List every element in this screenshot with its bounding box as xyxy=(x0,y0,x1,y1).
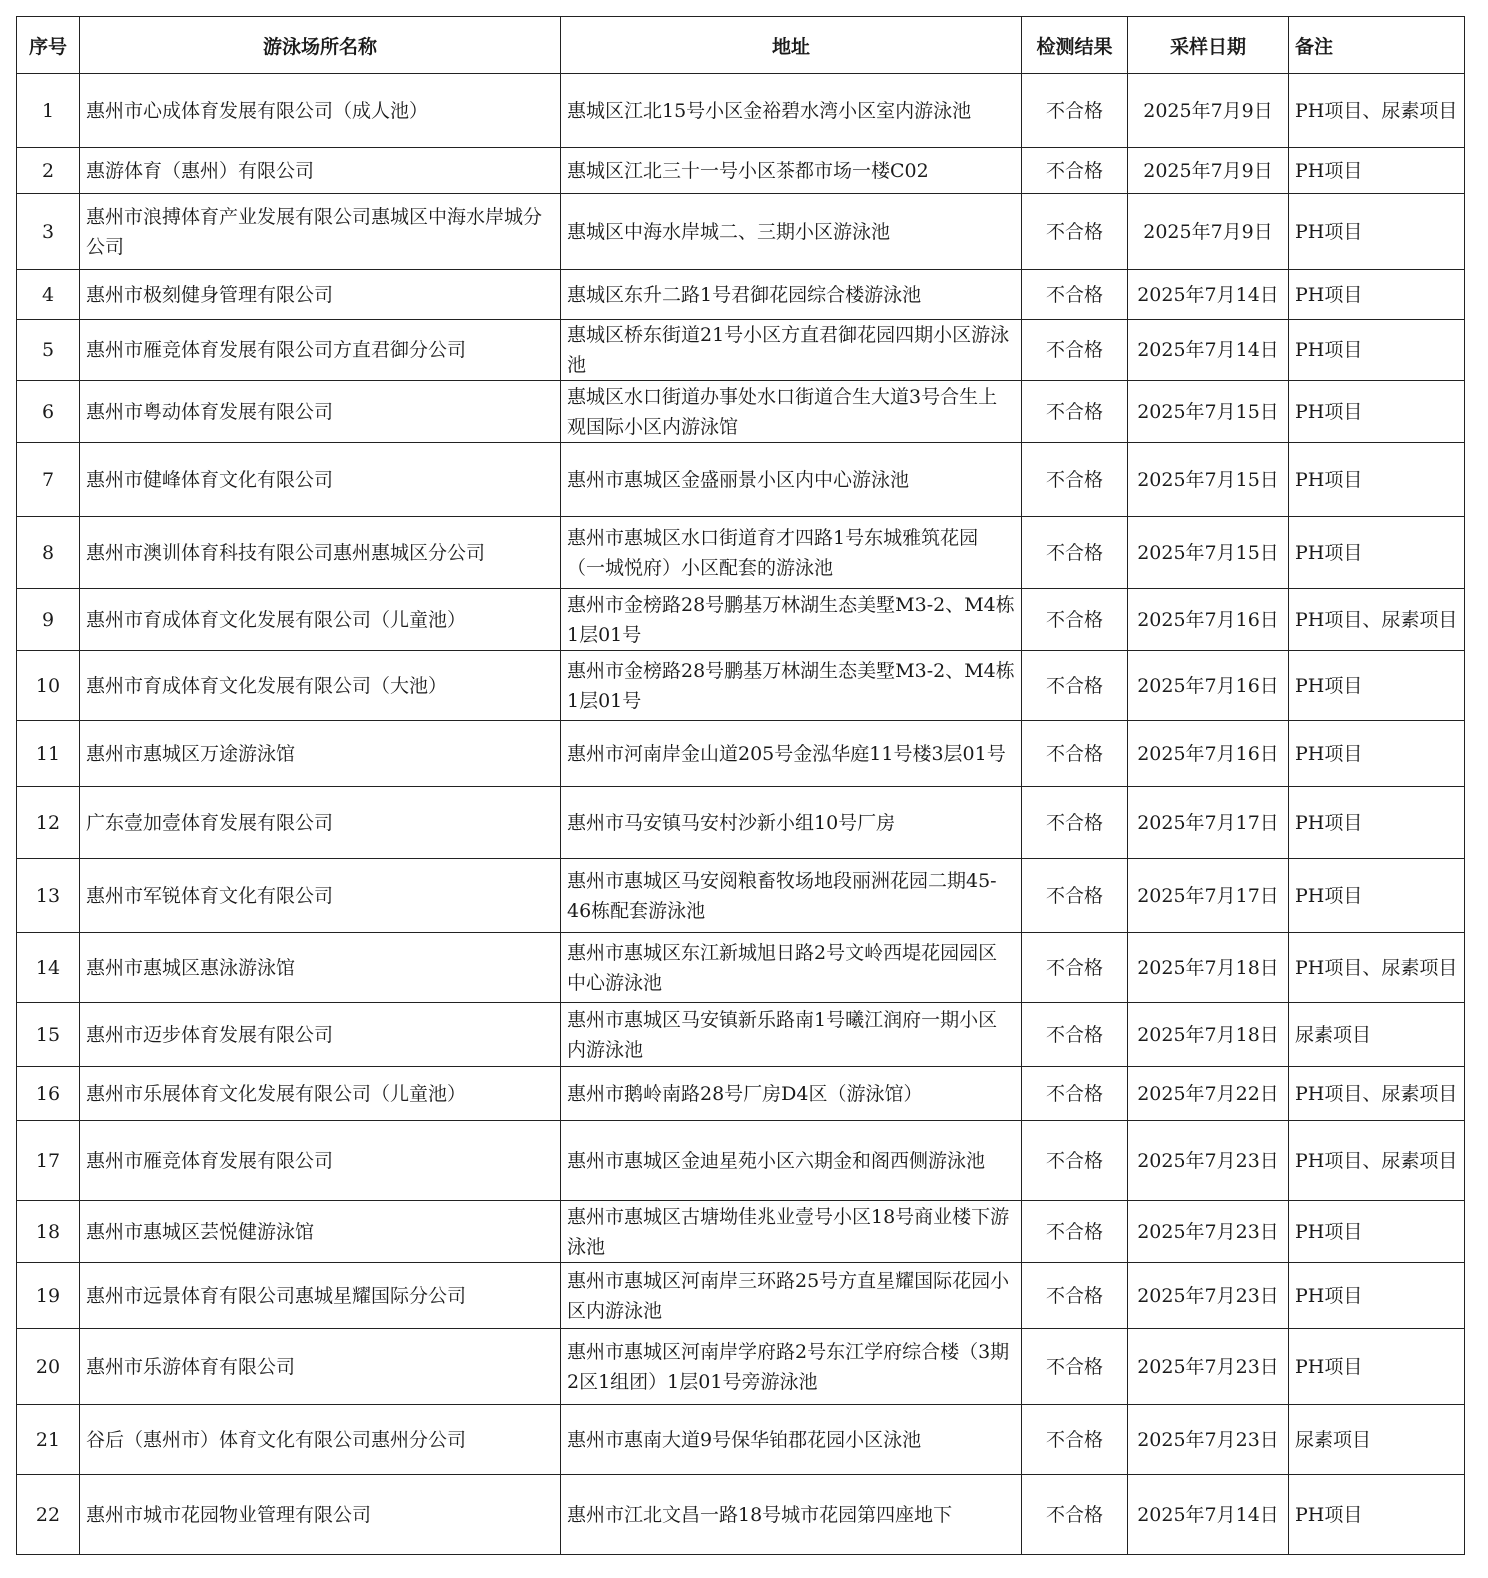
cell-remark: PH项目 xyxy=(1289,381,1465,443)
table-row xyxy=(17,721,1465,787)
cell-remark: PH项目 xyxy=(1289,787,1465,859)
cell-remark: PH项目 xyxy=(1289,443,1465,517)
cell-result: 不合格 xyxy=(1022,194,1128,270)
cell-result: 不合格 xyxy=(1022,1067,1128,1121)
cell-remark: 尿素项目 xyxy=(1289,1405,1465,1475)
cell-remark: PH项目 xyxy=(1289,651,1465,721)
cell-address: 惠州市金榜路28号鹏基万林湖生态美墅M3-2、M4栋1层01号 xyxy=(561,651,1022,721)
table-row xyxy=(17,148,1465,194)
cell-date: 2025年7月23日 xyxy=(1128,1405,1289,1475)
cell-no: 4 xyxy=(17,270,80,320)
cell-date: 2025年7月9日 xyxy=(1128,148,1289,194)
cell-name: 惠州市军锐体育文化有限公司 xyxy=(80,859,561,933)
cell-name: 惠州市城市花园物业管理有限公司 xyxy=(80,1475,561,1555)
table-row xyxy=(17,1201,1465,1263)
cell-address: 惠城区中海水岸城二、三期小区游泳池 xyxy=(561,194,1022,270)
cell-no: 13 xyxy=(17,859,80,933)
cell-name: 惠州市健峰体育文化有限公司 xyxy=(80,443,561,517)
cell-no: 20 xyxy=(17,1329,80,1405)
table-row xyxy=(17,270,1465,320)
cell-address: 惠城区桥东街道21号小区方直君御花园四期小区游泳池 xyxy=(561,320,1022,381)
cell-result: 不合格 xyxy=(1022,148,1128,194)
cell-remark: PH项目 xyxy=(1289,270,1465,320)
cell-remark: PH项目、尿素项目 xyxy=(1289,1121,1465,1201)
table-row xyxy=(17,787,1465,859)
cell-no: 22 xyxy=(17,1475,80,1555)
cell-remark: PH项目 xyxy=(1289,194,1465,270)
cell-result: 不合格 xyxy=(1022,1475,1128,1555)
cell-result: 不合格 xyxy=(1022,933,1128,1003)
cell-address: 惠州市惠城区马安镇新乐路南1号曦江润府一期小区内游泳池 xyxy=(561,1003,1022,1067)
cell-address: 惠州市惠城区古塘坳佳兆业壹号小区18号商业楼下游泳池 xyxy=(561,1201,1022,1263)
table-row xyxy=(17,1475,1465,1555)
cell-address: 惠州市金榜路28号鹏基万林湖生态美墅M3-2、M4栋1层01号 xyxy=(561,589,1022,651)
cell-date: 2025年7月16日 xyxy=(1128,651,1289,721)
cell-name: 惠州市粤动体育发展有限公司 xyxy=(80,381,561,443)
cell-name: 惠州市心成体育发展有限公司（成人池） xyxy=(80,74,561,148)
cell-address: 惠州市惠城区河南岸三环路25号方直星耀国际花园小区内游泳池 xyxy=(561,1263,1022,1329)
header-result: 检测结果 xyxy=(1022,17,1128,74)
table-row xyxy=(17,1405,1465,1475)
cell-address: 惠州市惠南大道9号保华铂郡花园小区泳池 xyxy=(561,1405,1022,1475)
cell-remark: PH项目、尿素项目 xyxy=(1289,74,1465,148)
header-remark: 备注 xyxy=(1289,17,1465,74)
cell-no: 9 xyxy=(17,589,80,651)
cell-name: 惠州市育成体育文化发展有限公司（儿童池） xyxy=(80,589,561,651)
cell-date: 2025年7月14日 xyxy=(1128,270,1289,320)
cell-name: 惠州市极刻健身管理有限公司 xyxy=(80,270,561,320)
table-row xyxy=(17,651,1465,721)
cell-address: 惠州市惠城区金盛丽景小区内中心游泳池 xyxy=(561,443,1022,517)
cell-no: 3 xyxy=(17,194,80,270)
cell-date: 2025年7月14日 xyxy=(1128,320,1289,381)
cell-result: 不合格 xyxy=(1022,859,1128,933)
table-row xyxy=(17,859,1465,933)
cell-no: 11 xyxy=(17,721,80,787)
table-row xyxy=(17,589,1465,651)
cell-result: 不合格 xyxy=(1022,320,1128,381)
table-row xyxy=(17,381,1465,443)
cell-remark: PH项目 xyxy=(1289,320,1465,381)
cell-result: 不合格 xyxy=(1022,1405,1128,1475)
cell-name: 惠州市迈步体育发展有限公司 xyxy=(80,1003,561,1067)
cell-address: 惠州市河南岸金山道205号金泓华庭11号楼3层01号 xyxy=(561,721,1022,787)
header-no: 序号 xyxy=(17,17,80,74)
cell-no: 17 xyxy=(17,1121,80,1201)
cell-date: 2025年7月23日 xyxy=(1128,1329,1289,1405)
table-row xyxy=(17,443,1465,517)
cell-no: 6 xyxy=(17,381,80,443)
cell-date: 2025年7月9日 xyxy=(1128,194,1289,270)
cell-date: 2025年7月15日 xyxy=(1128,517,1289,589)
cell-name: 广东壹加壹体育发展有限公司 xyxy=(80,787,561,859)
cell-result: 不合格 xyxy=(1022,787,1128,859)
cell-result: 不合格 xyxy=(1022,517,1128,589)
cell-remark: 尿素项目 xyxy=(1289,1003,1465,1067)
cell-result: 不合格 xyxy=(1022,1003,1128,1067)
table-row xyxy=(17,1067,1465,1121)
cell-date: 2025年7月15日 xyxy=(1128,381,1289,443)
cell-remark: PH项目、尿素项目 xyxy=(1289,1067,1465,1121)
table-row xyxy=(17,1003,1465,1067)
cell-result: 不合格 xyxy=(1022,1329,1128,1405)
cell-address: 惠城区水口街道办事处水口街道合生大道3号合生上观国际小区内游泳馆 xyxy=(561,381,1022,443)
cell-address: 惠城区江北三十一号小区茶都市场一楼C02 xyxy=(561,148,1022,194)
header-name: 游泳场所名称 xyxy=(80,17,561,74)
cell-address: 惠州市惠城区东江新城旭日路2号文岭西堤花园园区中心游泳池 xyxy=(561,933,1022,1003)
cell-remark: PH项目、尿素项目 xyxy=(1289,933,1465,1003)
cell-address: 惠州市惠城区水口街道育才四路1号东城雅筑花园（一城悦府）小区配套的游泳池 xyxy=(561,517,1022,589)
cell-address: 惠州市惠城区河南岸学府路2号东江学府综合楼（3期2区1组团）1层01号旁游泳池 xyxy=(561,1329,1022,1405)
header-row xyxy=(17,17,1465,74)
cell-date: 2025年7月17日 xyxy=(1128,859,1289,933)
cell-date: 2025年7月16日 xyxy=(1128,721,1289,787)
cell-address: 惠州市惠城区马安阅粮畜牧场地段丽洲花园二期45-46栋配套游泳池 xyxy=(561,859,1022,933)
cell-address: 惠州市江北文昌一路18号城市花园第四座地下 xyxy=(561,1475,1022,1555)
table-row xyxy=(17,517,1465,589)
cell-result: 不合格 xyxy=(1022,1263,1128,1329)
cell-name: 惠州市远景体育有限公司惠城星耀国际分公司 xyxy=(80,1263,561,1329)
cell-remark: PH项目 xyxy=(1289,1329,1465,1405)
cell-address: 惠州市马安镇马安村沙新小组10号厂房 xyxy=(561,787,1022,859)
table-body xyxy=(17,74,1465,1555)
cell-name: 惠州市惠城区惠泳游泳馆 xyxy=(80,933,561,1003)
cell-name: 惠州市乐展体育文化发展有限公司（儿童池） xyxy=(80,1067,561,1121)
cell-result: 不合格 xyxy=(1022,1121,1128,1201)
cell-name: 惠州市惠城区万途游泳馆 xyxy=(80,721,561,787)
cell-name: 惠州市雁竞体育发展有限公司 xyxy=(80,1121,561,1201)
cell-date: 2025年7月9日 xyxy=(1128,74,1289,148)
cell-address: 惠城区江北15号小区金裕碧水湾小区室内游泳池 xyxy=(561,74,1022,148)
cell-result: 不合格 xyxy=(1022,74,1128,148)
header-date: 采样日期 xyxy=(1128,17,1289,74)
cell-no: 8 xyxy=(17,517,80,589)
cell-date: 2025年7月14日 xyxy=(1128,1475,1289,1555)
cell-date: 2025年7月23日 xyxy=(1128,1121,1289,1201)
table-row xyxy=(17,1263,1465,1329)
cell-result: 不合格 xyxy=(1022,1201,1128,1263)
header-address: 地址 xyxy=(561,17,1022,74)
cell-name: 惠州市惠城区芸悦健游泳馆 xyxy=(80,1201,561,1263)
cell-no: 18 xyxy=(17,1201,80,1263)
cell-remark: PH项目 xyxy=(1289,1201,1465,1263)
cell-date: 2025年7月18日 xyxy=(1128,933,1289,1003)
cell-address: 惠州市惠城区金迪星苑小区六期金和阁西侧游泳池 xyxy=(561,1121,1022,1201)
cell-no: 5 xyxy=(17,320,80,381)
cell-date: 2025年7月18日 xyxy=(1128,1003,1289,1067)
cell-remark: PH项目 xyxy=(1289,517,1465,589)
cell-name: 惠州市育成体育文化发展有限公司（大池） xyxy=(80,651,561,721)
table-row xyxy=(17,194,1465,270)
cell-name: 惠游体育（惠州）有限公司 xyxy=(80,148,561,194)
cell-no: 2 xyxy=(17,148,80,194)
cell-date: 2025年7月17日 xyxy=(1128,787,1289,859)
cell-result: 不合格 xyxy=(1022,589,1128,651)
cell-no: 1 xyxy=(17,74,80,148)
table-row xyxy=(17,1329,1465,1405)
cell-name: 惠州市澳训体育科技有限公司惠州惠城区分公司 xyxy=(80,517,561,589)
table-row xyxy=(17,1121,1465,1201)
cell-date: 2025年7月23日 xyxy=(1128,1263,1289,1329)
cell-remark: PH项目 xyxy=(1289,721,1465,787)
cell-no: 12 xyxy=(17,787,80,859)
cell-remark: PH项目 xyxy=(1289,859,1465,933)
cell-result: 不合格 xyxy=(1022,381,1128,443)
cell-name: 惠州市雁竞体育发展有限公司方直君御分公司 xyxy=(80,320,561,381)
cell-date: 2025年7月23日 xyxy=(1128,1201,1289,1263)
cell-no: 10 xyxy=(17,651,80,721)
cell-no: 7 xyxy=(17,443,80,517)
cell-no: 14 xyxy=(17,933,80,1003)
cell-date: 2025年7月22日 xyxy=(1128,1067,1289,1121)
cell-name: 谷后（惠州市）体育文化有限公司惠州分公司 xyxy=(80,1405,561,1475)
cell-date: 2025年7月15日 xyxy=(1128,443,1289,517)
cell-remark: PH项目 xyxy=(1289,1475,1465,1555)
cell-name: 惠州市浪搏体育产业发展有限公司惠城区中海水岸城分公司 xyxy=(80,194,561,270)
cell-remark: PH项目 xyxy=(1289,1263,1465,1329)
cell-result: 不合格 xyxy=(1022,721,1128,787)
table-row xyxy=(17,320,1465,381)
cell-result: 不合格 xyxy=(1022,443,1128,517)
cell-no: 16 xyxy=(17,1067,80,1121)
cell-address: 惠城区东升二路1号君御花园综合楼游泳池 xyxy=(561,270,1022,320)
cell-address: 惠州市鹅岭南路28号厂房D4区（游泳馆） xyxy=(561,1067,1022,1121)
table-row xyxy=(17,74,1465,148)
cell-date: 2025年7月16日 xyxy=(1128,589,1289,651)
cell-result: 不合格 xyxy=(1022,270,1128,320)
inspection-table xyxy=(16,16,1465,1555)
cell-no: 21 xyxy=(17,1405,80,1475)
cell-remark: PH项目、尿素项目 xyxy=(1289,589,1465,651)
cell-no: 19 xyxy=(17,1263,80,1329)
cell-name: 惠州市乐游体育有限公司 xyxy=(80,1329,561,1405)
cell-no: 15 xyxy=(17,1003,80,1067)
cell-remark: PH项目 xyxy=(1289,148,1465,194)
cell-result: 不合格 xyxy=(1022,651,1128,721)
table-row xyxy=(17,933,1465,1003)
